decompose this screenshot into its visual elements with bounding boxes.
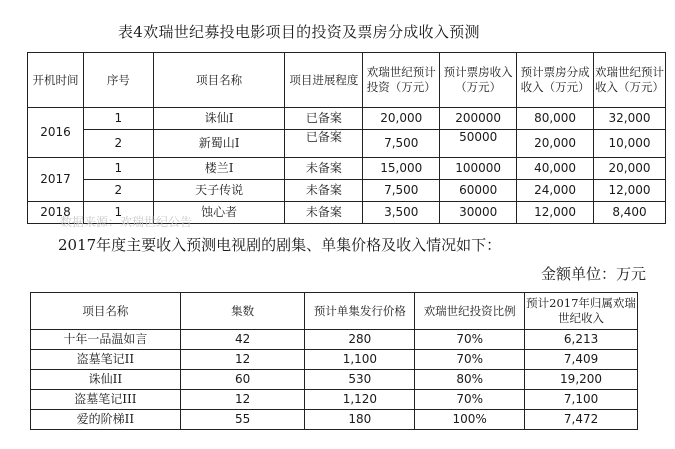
cell-investment: 15,000 <box>363 158 440 180</box>
cell-no: 1 <box>83 108 153 130</box>
header-ratio: 欢瑞世纪投资比例 <box>415 293 525 330</box>
amount-unit: 金额单位：万元 <box>541 265 647 283</box>
cell-revenue: 12,000 <box>594 180 666 202</box>
table-row <box>31 330 638 350</box>
cell-price: 280 <box>305 330 415 350</box>
header-price: 预计单集发行价格 <box>305 293 415 330</box>
cell-name: 盗墓笔记II <box>31 350 181 370</box>
cell-income: 6,213 <box>525 330 638 350</box>
faded-source-note: 数据来源：欢瑞世纪公告 <box>60 215 193 229</box>
cell-episodes: 42 <box>180 330 305 350</box>
cell-box-share: 12,000 <box>517 202 594 224</box>
cell-box-office: 200000 <box>440 108 517 130</box>
header-revenue: 欢瑞世纪预计收入（万元） <box>594 53 666 108</box>
header-project-name: 项目名称 <box>31 293 181 330</box>
table1-title: 表4欢瑞世纪募投电影项目的投资及票房分成收入预测 <box>118 23 480 41</box>
cell-ratio: 70% <box>415 350 525 370</box>
cell-box-office: 100000 <box>440 158 517 180</box>
table-row <box>28 180 666 202</box>
cell-revenue: 10,000 <box>594 130 666 158</box>
header-project-name: 项目名称 <box>153 53 285 108</box>
table-row <box>31 370 638 390</box>
table2-title: 2017年度主要收入预测电视剧的剧集、单集价格及收入情况如下： <box>58 236 502 254</box>
cell-box-office: 50000 <box>440 130 517 158</box>
year-cell: 2017 <box>28 158 84 202</box>
cell-income: 7,409 <box>525 350 638 370</box>
cell-price: 530 <box>305 370 415 390</box>
cell-no: 1 <box>83 202 153 224</box>
cell-status: 未备案 <box>285 202 363 224</box>
table-row <box>28 158 666 180</box>
header-box-office: 预计票房收入（万元） <box>440 53 517 108</box>
cell-episodes: 12 <box>180 390 305 410</box>
cell-price: 1,120 <box>305 390 415 410</box>
cell-income: 7,472 <box>525 410 638 430</box>
cell-no: 2 <box>83 180 153 202</box>
cell-name: 诛仙II <box>31 370 181 390</box>
movie-projects-table <box>27 52 666 224</box>
cell-box-office: 60000 <box>440 180 517 202</box>
cell-name: 诛仙I <box>153 108 285 130</box>
cell-name: 盗墓笔记III <box>31 390 181 410</box>
table1-header-row <box>28 53 666 108</box>
cell-income: 7,100 <box>525 390 638 410</box>
cell-box-share: 80,000 <box>517 108 594 130</box>
tv-series-table <box>30 292 638 430</box>
cell-investment: 3,500 <box>363 202 440 224</box>
cell-box-share: 20,000 <box>517 130 594 158</box>
cell-episodes: 60 <box>180 370 305 390</box>
cell-investment: 7,500 <box>363 180 440 202</box>
cell-ratio: 100% <box>415 410 525 430</box>
header-number: 序号 <box>83 53 153 108</box>
cell-ratio: 80% <box>415 370 525 390</box>
table-row <box>31 350 638 370</box>
header-start-time: 开机时间 <box>28 53 84 108</box>
header-investment: 欢瑞世纪预计投资（万元） <box>363 53 440 108</box>
cell-income: 19,200 <box>525 370 638 390</box>
cell-status: 已备案 <box>285 108 363 130</box>
cell-name: 新蜀山I <box>153 130 285 158</box>
header-episodes: 集数 <box>180 293 305 330</box>
cell-name: 十年一品温如言 <box>31 330 181 350</box>
cell-status: 未备案 <box>285 180 363 202</box>
cell-revenue: 32,000 <box>594 108 666 130</box>
cell-price: 180 <box>305 410 415 430</box>
table-row <box>28 108 666 130</box>
header-box-share: 预计票房分成收入（万元） <box>517 53 594 108</box>
year-cell: 2016 <box>28 108 84 158</box>
cell-name: 爱的阶梯II <box>31 410 181 430</box>
cell-revenue: 8,400 <box>594 202 666 224</box>
cell-investment: 20,000 <box>363 108 440 130</box>
cell-status: 已备案 <box>285 130 363 158</box>
cell-name: 天子传说 <box>153 180 285 202</box>
year-cell: 2018 <box>28 202 84 224</box>
cell-episodes: 12 <box>180 350 305 370</box>
cell-episodes: 55 <box>180 410 305 430</box>
cell-ratio: 70% <box>415 390 525 410</box>
cell-no: 1 <box>83 158 153 180</box>
cell-name: 蚀心者 <box>153 202 285 224</box>
header-income: 预计2017年归属欢瑞世纪收入 <box>525 293 638 330</box>
table2-header-row <box>31 293 638 330</box>
cell-box-share: 40,000 <box>517 158 594 180</box>
cell-status: 未备案 <box>285 158 363 180</box>
table-row <box>28 130 666 158</box>
table-row <box>31 410 638 430</box>
cell-name: 楼兰I <box>153 158 285 180</box>
cell-no: 2 <box>83 130 153 158</box>
cell-box-office: 30000 <box>440 202 517 224</box>
header-progress: 项目进展程度 <box>285 53 363 108</box>
cell-box-share: 24,000 <box>517 180 594 202</box>
cell-investment: 7,500 <box>363 130 440 158</box>
table-row <box>31 390 638 410</box>
cell-ratio: 70% <box>415 330 525 350</box>
cell-price: 1,100 <box>305 350 415 370</box>
cell-revenue: 20,000 <box>594 158 666 180</box>
